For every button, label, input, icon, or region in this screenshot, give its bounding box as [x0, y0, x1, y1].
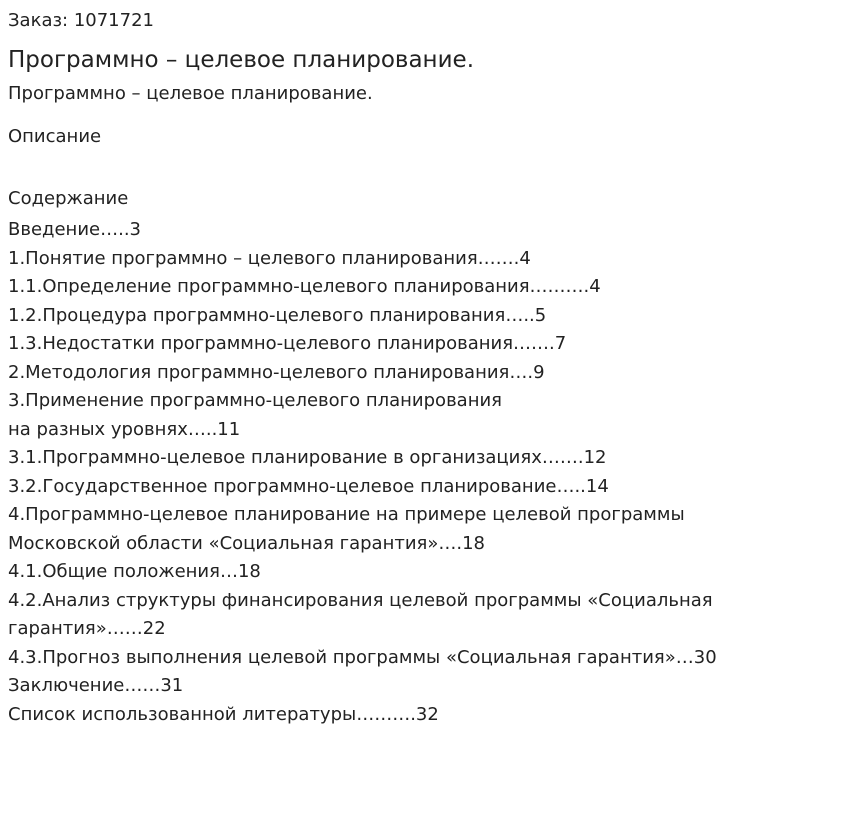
- toc-item: Введение…..3: [8, 219, 141, 240]
- toc-item: 4.3.Прогноз выполнения целевой программы «Социальная гарантия»…30: [8, 646, 717, 668]
- toc-item: на разных уровнях…..11: [8, 418, 241, 440]
- contents-heading: Содержание: [8, 188, 129, 209]
- page-subtitle: Программно – целевое планирование.: [8, 83, 373, 104]
- toc-item: 4.Программно-целевое планирование на примере целевой программы: [8, 504, 685, 525]
- description-label: Описание: [8, 126, 102, 147]
- page-title: Программно – целевое планирование.: [8, 47, 475, 73]
- toc-item: 3.1.Программно-целевое планирование в организациях…….12: [8, 447, 607, 468]
- toc-item: 4.1.Общие положения…18: [8, 561, 261, 582]
- toc-item: 1.3.Недостатки программно-целевого планирования…….7: [8, 333, 567, 354]
- toc-item: Список использованной литературы……….32: [8, 703, 439, 725]
- table-of-contents: [8, 216, 839, 729]
- toc-item: 3.Применение программно-целевого планирования: [8, 390, 503, 411]
- toc-item: Московской области «Социальная гарантия»….18: [8, 532, 485, 554]
- toc-item: Заключение……31: [8, 675, 184, 696]
- toc-item: 2.Методология программно-целевого планирования….9: [8, 361, 545, 383]
- order-number: Заказ: 1071721: [8, 10, 154, 31]
- toc-item: 1.1.Определение программно-целевого планирования……….4: [8, 276, 601, 297]
- toc-item: 4.2.Анализ структуры финансирования целевой программы «Социальная: [8, 589, 713, 611]
- toc-item: 1.Понятие программно – целевого планирования…….4: [8, 247, 531, 269]
- toc-item: 3.2.Государственное программно-целевое планирование…..14: [8, 475, 609, 497]
- toc-item: гарантия»……22: [8, 618, 166, 639]
- toc-item: 1.2.Процедура программно-целевого планирования…..5: [8, 304, 547, 326]
